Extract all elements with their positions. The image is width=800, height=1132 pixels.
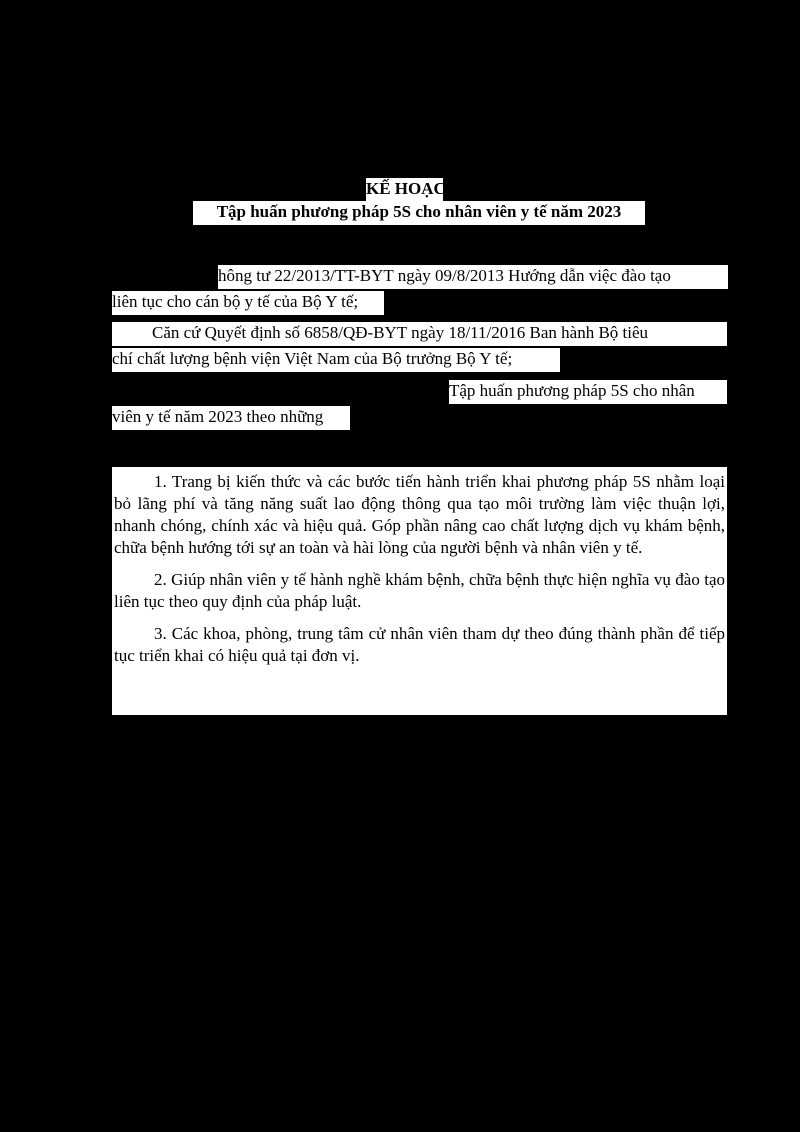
basis-paragraph-2-line-1: Căn cứ Quyết định số 6858/QĐ-BYT ngày 18/11/2016 Ban hành Bộ tiêu <box>112 322 727 346</box>
document-subtitle: Tập huấn phương pháp 5S cho nhân viên y tế năm 2023 <box>193 201 645 225</box>
objectives-section <box>112 467 727 715</box>
basis-paragraph-2-line-2: chí chất lượng bệnh viện Việt Nam của Bộ trưởng Bộ Y tế; <box>112 348 560 372</box>
basis-paragraph-1-line-1: hông tư 22/2013/TT-BYT ngày 09/8/2013 Hướng dẫn việc đào tạo <box>218 265 728 289</box>
basis-paragraph-1-line-2: liên tục cho cán bộ y tế của Bộ Y tế; <box>112 291 384 315</box>
basis-paragraph-3-line-1: Tập huấn phương pháp 5S cho nhân <box>449 380 727 404</box>
basis-paragraph-3-line-2: viên y tế năm 2023 theo những <box>112 406 350 430</box>
document-title: KẾ HOẠCH <box>366 178 443 201</box>
objective-1: 1. Trang bị kiến thức và các bước tiến hành triển khai phương pháp 5S nhằm loại bỏ lãng phí và tăng năng suất lao động thông qua tạo môi trường làm việc thuận lợi, nhanh chóng, chính xác và hiệu quả. Góp phần nâng cao chất lượng dịch vụ khám bệnh, chữa bệnh hướng tới sự an toàn và hài lòng của người bệnh và nhân viên y tế. <box>114 472 725 557</box>
objective-2: 2. Giúp nhân viên y tế hành nghề khám bệnh, chữa bệnh thực hiện nghĩa vụ đào tạo liên tục theo quy định của pháp luật. <box>114 570 725 611</box>
objective-3: 3. Các khoa, phòng, trung tâm cử nhân viên tham dự theo đúng thành phần để tiếp tục triển khai có hiệu quả tại đơn vị. <box>114 624 725 665</box>
